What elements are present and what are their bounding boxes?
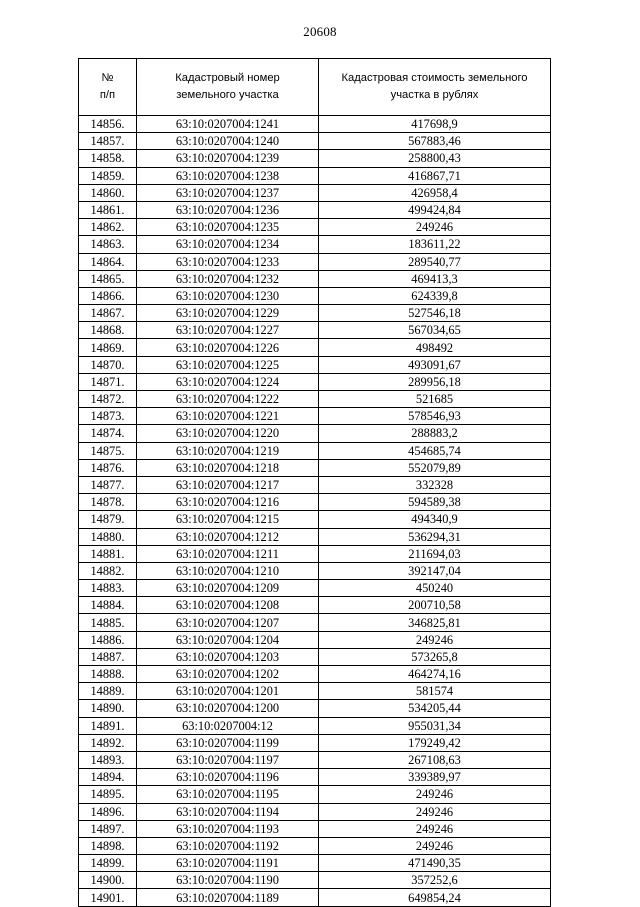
table-row (79, 545, 551, 562)
cadastral-value-cell: 521685 (319, 391, 551, 408)
cadastral-value-cell: 267108,63 (319, 751, 551, 768)
cadastral-number-cell: 63:10:0207004:1189 (137, 889, 319, 906)
cadastral-number-cell: 63:10:0207004:1220 (137, 425, 319, 442)
table-row (79, 459, 551, 476)
cadastral-value-cell: 249246 (319, 219, 551, 236)
table-header-row (79, 59, 551, 116)
row-number-cell: 14881. (79, 545, 137, 562)
table-row (79, 184, 551, 201)
table-row (79, 786, 551, 803)
column-header-cadastral-value: Кадастровая стоимость земельного участка в рублях (319, 59, 551, 116)
table-row (79, 425, 551, 442)
cadastral-number-cell: 63:10:0207004:1202 (137, 666, 319, 683)
cadastral-value-cell: 536294,31 (319, 528, 551, 545)
cadastral-value-cell: 179249,42 (319, 734, 551, 751)
row-number-cell: 14863. (79, 236, 137, 253)
cadastral-number-cell: 63:10:0207004:1225 (137, 356, 319, 373)
cadastral-number-cell: 63:10:0207004:1227 (137, 322, 319, 339)
row-number-cell: 14894. (79, 769, 137, 786)
table-row (79, 855, 551, 872)
cadastral-number-cell: 63:10:0207004:1219 (137, 442, 319, 459)
cadastral-number-cell: 63:10:0207004:1236 (137, 201, 319, 218)
cadastral-value-cell: 649854,24 (319, 889, 551, 906)
cadastral-value-cell: 471490,35 (319, 855, 551, 872)
table-row (79, 597, 551, 614)
cadastral-value-table (78, 58, 551, 907)
cadastral-value-cell: 498492 (319, 339, 551, 356)
cadastral-value-cell: 552079,89 (319, 459, 551, 476)
column-header-cadastral-number: Кадастровый номер земельного участка (137, 59, 319, 116)
cadastral-number-cell: 63:10:0207004:1210 (137, 562, 319, 579)
row-number-cell: 14861. (79, 201, 137, 218)
table-row (79, 322, 551, 339)
row-number-cell: 14901. (79, 889, 137, 906)
row-number-cell: 14870. (79, 356, 137, 373)
row-number-cell: 14862. (79, 219, 137, 236)
table-row (79, 494, 551, 511)
cadastral-number-cell: 63:10:0207004:1191 (137, 855, 319, 872)
table-row (79, 236, 551, 253)
row-number-cell: 14884. (79, 597, 137, 614)
cadastral-number-cell: 63:10:0207004:1201 (137, 683, 319, 700)
cadastral-number-cell: 63:10:0207004:1204 (137, 631, 319, 648)
table-row (79, 631, 551, 648)
row-number-cell: 14860. (79, 184, 137, 201)
cadastral-value-cell: 464274,16 (319, 666, 551, 683)
table-row (79, 391, 551, 408)
cadastral-number-cell: 63:10:0207004:1239 (137, 150, 319, 167)
table-row (79, 717, 551, 734)
table-row (79, 837, 551, 854)
row-number-cell: 14888. (79, 666, 137, 683)
cadastral-value-cell: 573265,8 (319, 648, 551, 665)
row-number-cell: 14877. (79, 476, 137, 493)
cadastral-value-cell: 454685,74 (319, 442, 551, 459)
table-row (79, 408, 551, 425)
row-number-cell: 14880. (79, 528, 137, 545)
row-number-cell: 14858. (79, 150, 137, 167)
cadastral-value-cell: 249246 (319, 786, 551, 803)
row-number-cell: 14899. (79, 855, 137, 872)
cadastral-number-cell: 63:10:0207004:1209 (137, 580, 319, 597)
cadastral-number-cell: 63:10:0207004:1199 (137, 734, 319, 751)
row-number-cell: 14895. (79, 786, 137, 803)
row-number-cell: 14869. (79, 339, 137, 356)
row-number-cell: 14876. (79, 459, 137, 476)
cadastral-value-cell: 416867,71 (319, 167, 551, 184)
cadastral-number-cell: 63:10:0207004:1238 (137, 167, 319, 184)
row-number-cell: 14889. (79, 683, 137, 700)
cadastral-number-cell: 63:10:0207004:1200 (137, 700, 319, 717)
cadastral-number-cell: 63:10:0207004:1194 (137, 803, 319, 820)
row-number-cell: 14879. (79, 511, 137, 528)
cadastral-number-cell: 63:10:0207004:1232 (137, 270, 319, 287)
table-row (79, 872, 551, 889)
table-row (79, 476, 551, 493)
cadastral-number-cell: 63:10:0207004:1229 (137, 305, 319, 322)
cadastral-number-cell: 63:10:0207004:1192 (137, 837, 319, 854)
row-number-cell: 14883. (79, 580, 137, 597)
cadastral-value-cell: 493091,67 (319, 356, 551, 373)
table-row (79, 442, 551, 459)
row-number-cell: 14891. (79, 717, 137, 734)
table-row (79, 150, 551, 167)
cadastral-value-cell: 417698,9 (319, 116, 551, 133)
cadastral-number-cell: 63:10:0207004:1235 (137, 219, 319, 236)
cadastral-value-cell: 494340,9 (319, 511, 551, 528)
row-number-cell: 14856. (79, 116, 137, 133)
cadastral-value-cell: 258800,43 (319, 150, 551, 167)
table-row (79, 648, 551, 665)
cadastral-number-cell: 63:10:0207004:1217 (137, 476, 319, 493)
cadastral-value-cell: 249246 (319, 631, 551, 648)
row-number-cell: 14886. (79, 631, 137, 648)
table-body (79, 116, 551, 907)
table-row (79, 614, 551, 631)
cadastral-number-cell: 63:10:0207004:1207 (137, 614, 319, 631)
cadastral-value-cell: 332328 (319, 476, 551, 493)
cadastral-number-cell: 63:10:0207004:1226 (137, 339, 319, 356)
table-row (79, 305, 551, 322)
table-row (79, 820, 551, 837)
cadastral-value-cell: 469413,3 (319, 270, 551, 287)
cadastral-number-cell: 63:10:0207004:1237 (137, 184, 319, 201)
cadastral-number-cell: 63:10:0207004:1221 (137, 408, 319, 425)
cadastral-value-cell: 289956,18 (319, 373, 551, 390)
cadastral-value-cell: 567034,65 (319, 322, 551, 339)
table-row (79, 167, 551, 184)
table-row (79, 580, 551, 597)
cadastral-number-cell: 63:10:0207004:1241 (137, 116, 319, 133)
cadastral-value-cell: 249246 (319, 837, 551, 854)
row-number-cell: 14865. (79, 270, 137, 287)
cadastral-number-cell: 63:10:0207004:1234 (137, 236, 319, 253)
table-row (79, 339, 551, 356)
table-row (79, 528, 551, 545)
cadastral-number-cell: 63:10:0207004:1216 (137, 494, 319, 511)
table-row (79, 769, 551, 786)
row-number-cell: 14873. (79, 408, 137, 425)
cadastral-value-cell: 450240 (319, 580, 551, 597)
cadastral-value-cell: 392147,04 (319, 562, 551, 579)
cadastral-value-cell: 200710,58 (319, 597, 551, 614)
row-number-cell: 14868. (79, 322, 137, 339)
cadastral-number-cell: 63:10:0207004:1218 (137, 459, 319, 476)
table-row (79, 270, 551, 287)
cadastral-value-cell: 289540,77 (319, 253, 551, 270)
table-row (79, 683, 551, 700)
cadastral-value-cell: 567883,46 (319, 133, 551, 150)
cadastral-number-cell: 63:10:0207004:1195 (137, 786, 319, 803)
row-number-cell: 14882. (79, 562, 137, 579)
row-number-cell: 14874. (79, 425, 137, 442)
cadastral-value-cell: 288883,2 (319, 425, 551, 442)
row-number-cell: 14893. (79, 751, 137, 768)
table-row (79, 116, 551, 133)
row-number-cell: 14859. (79, 167, 137, 184)
row-number-cell: 14878. (79, 494, 137, 511)
row-number-cell: 14896. (79, 803, 137, 820)
row-number-cell: 14897. (79, 820, 137, 837)
row-number-cell: 14872. (79, 391, 137, 408)
cadastral-number-cell: 63:10:0207004:1230 (137, 287, 319, 304)
cadastral-number-cell: 63:10:0207004:1197 (137, 751, 319, 768)
table-row (79, 201, 551, 218)
table-row (79, 666, 551, 683)
page-number: 20608 (303, 24, 337, 39)
row-number-cell: 14887. (79, 648, 137, 665)
table-row (79, 734, 551, 751)
cadastral-value-cell: 955031,34 (319, 717, 551, 734)
row-number-cell: 14871. (79, 373, 137, 390)
cadastral-number-cell: 63:10:0207004:1203 (137, 648, 319, 665)
cadastral-value-cell: 211694,03 (319, 545, 551, 562)
cadastral-value-cell: 339389,97 (319, 769, 551, 786)
row-number-cell: 14866. (79, 287, 137, 304)
table-row (79, 356, 551, 373)
row-number-cell: 14900. (79, 872, 137, 889)
cadastral-number-cell: 63:10:0207004:1212 (137, 528, 319, 545)
cadastral-value-cell: 581574 (319, 683, 551, 700)
table-row (79, 253, 551, 270)
row-number-cell: 14885. (79, 614, 137, 631)
row-number-cell: 14864. (79, 253, 137, 270)
cadastral-value-cell: 426958,4 (319, 184, 551, 201)
cadastral-value-cell: 534205,44 (319, 700, 551, 717)
column-header-number: № п/п (79, 59, 137, 116)
cadastral-value-cell: 249246 (319, 820, 551, 837)
cadastral-value-cell: 183611,22 (319, 236, 551, 253)
table-row (79, 751, 551, 768)
cadastral-value-cell: 249246 (319, 803, 551, 820)
row-number-cell: 14890. (79, 700, 137, 717)
cadastral-value-cell: 578546,93 (319, 408, 551, 425)
row-number-cell: 14857. (79, 133, 137, 150)
table-row (79, 889, 551, 906)
row-number-cell: 14892. (79, 734, 137, 751)
table-row (79, 287, 551, 304)
cadastral-number-cell: 63:10:0207004:1224 (137, 373, 319, 390)
table-row (79, 373, 551, 390)
row-number-cell: 14867. (79, 305, 137, 322)
cadastral-number-cell: 63:10:0207004:1193 (137, 820, 319, 837)
cadastral-value-cell: 346825,81 (319, 614, 551, 631)
cadastral-number-cell: 63:10:0207004:1222 (137, 391, 319, 408)
table-row (79, 700, 551, 717)
table-row (79, 562, 551, 579)
table-row (79, 803, 551, 820)
cadastral-number-cell: 63:10:0207004:1208 (137, 597, 319, 614)
row-number-cell: 14898. (79, 837, 137, 854)
cadastral-number-cell: 63:10:0207004:1215 (137, 511, 319, 528)
cadastral-value-cell: 357252,6 (319, 872, 551, 889)
cadastral-number-cell: 63:10:0207004:1240 (137, 133, 319, 150)
cadastral-value-cell: 594589,38 (319, 494, 551, 511)
table-row (79, 511, 551, 528)
cadastral-number-cell: 63:10:0207004:1196 (137, 769, 319, 786)
cadastral-value-cell: 499424,84 (319, 201, 551, 218)
cadastral-number-cell: 63:10:0207004:1190 (137, 872, 319, 889)
table-row (79, 219, 551, 236)
cadastral-number-cell: 63:10:0207004:12 (137, 717, 319, 734)
cadastral-number-cell: 63:10:0207004:1233 (137, 253, 319, 270)
row-number-cell: 14875. (79, 442, 137, 459)
table-row (79, 133, 551, 150)
cadastral-number-cell: 63:10:0207004:1211 (137, 545, 319, 562)
cadastral-value-cell: 527546,18 (319, 305, 551, 322)
cadastral-value-cell: 624339,8 (319, 287, 551, 304)
